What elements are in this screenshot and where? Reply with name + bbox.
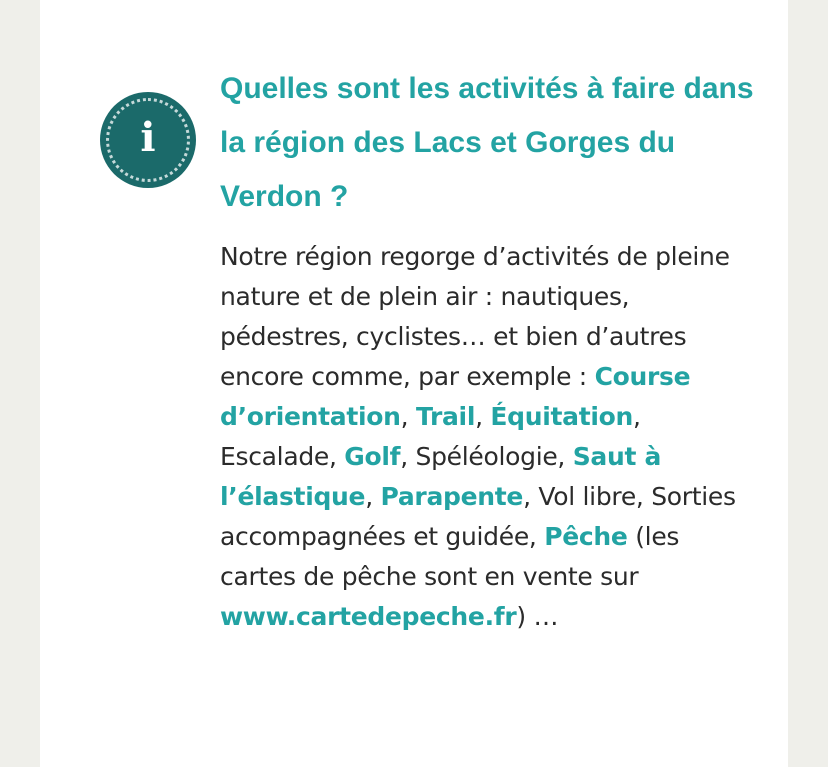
answer-text-segment: , Escalade, [220, 402, 641, 471]
faq-question-title: Quelles sont les activités à faire dans la région des Lacs et Gorges du Verdon ? [220, 72, 754, 213]
faq-answer-text [220, 237, 760, 637]
link-course-orientation[interactable]: Course d’orientation [220, 362, 691, 431]
answer-text-segment: (les cartes de pêche sont en vente sur [220, 522, 680, 591]
answer-text-segment: , Vol libre, Sorties accompagnées et guidée, [220, 482, 736, 551]
link-trail[interactable]: Trail [415, 402, 476, 431]
link-equitation[interactable]: Équitation [490, 402, 634, 431]
faq-card [40, 0, 788, 767]
link-parapente[interactable]: Parapente [380, 482, 524, 511]
info-icon [100, 92, 196, 188]
answer-text-segment: , [365, 482, 381, 511]
link-golf[interactable]: Golf [344, 442, 401, 471]
answer-text-segment: , [400, 402, 416, 431]
link-cartedepeche[interactable]: www.cartedepeche.fr [220, 602, 517, 631]
answer-text-segment: , Spéléologie, [400, 442, 573, 471]
info-glyph: i [140, 114, 156, 161]
answer-text-segment: , [475, 402, 491, 431]
answer-text-segment: ) … [516, 602, 559, 631]
link-saut-elastique[interactable]: Saut à l’élastique [220, 442, 662, 511]
answer-text-segment: Notre région regorge d’activités de pleine nature et de plein air : nautiques, pédestres, cyclistes… et bien d’autres encore comme, par exemple : [220, 242, 730, 391]
link-peche[interactable]: Pêche [544, 522, 628, 551]
